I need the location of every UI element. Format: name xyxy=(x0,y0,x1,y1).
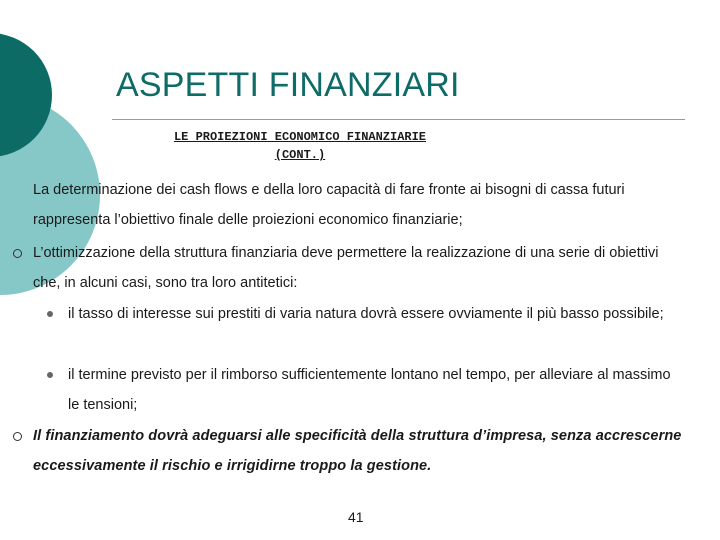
dot-bullet-icon xyxy=(47,372,53,378)
subtitle-line-1: LE PROIEZIONI ECONOMICO FINANZIARIE xyxy=(173,130,427,144)
sub-item-interest-rate: il tasso di interesse sui prestiti di varia natura dovrà essere ovviamente il più basso possibile; xyxy=(68,306,664,322)
paragraph-cash-flows: La determinazione dei cash flows e della loro capacità di fare fronte ai bisogni di cassa futuri rappresenta l’obiettivo finale delle proiezioni economico finanziarie; xyxy=(33,182,625,228)
hollow-bullet-icon xyxy=(13,249,22,258)
hollow-bullet-icon xyxy=(13,432,22,441)
page-title: ASPETTI FINANZIARI xyxy=(116,66,460,104)
title-divider xyxy=(112,119,685,120)
subtitle-line-2: (CONT.) xyxy=(274,148,326,162)
paragraph-financing: Il finanziamento dovrà adeguarsi alle specificità della struttura d’impresa, senza accrescerne eccessivamente il rischio e irrigidirne troppo la gestione. xyxy=(33,428,682,474)
sub-item-repayment-term: il termine previsto per il rimborso sufficientemente lontano nel tempo, per alleviare al massimo le tensioni; xyxy=(68,367,671,413)
section-subtitle xyxy=(130,128,470,164)
page-number: 41 xyxy=(348,509,364,525)
paragraph-optimization: L’ottimizzazione della struttura finanziaria deve permettere la realizzazione di una serie di obiettivi che, in alcuni casi, sono tra loro antitetici: xyxy=(33,245,659,291)
dot-bullet-icon xyxy=(47,311,53,317)
